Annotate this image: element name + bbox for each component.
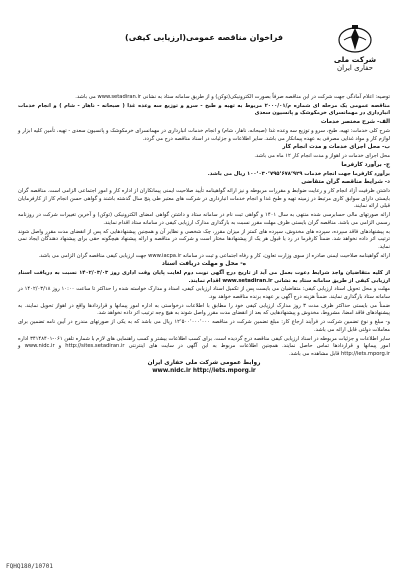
- paragraph: از کلیه متقاضیان واجد شرایط دعوت بعمل می آید از تاریخ درج آگهی نوبت دوم لغایت پایان وقت اداری روز ۱۴۰۲/۰۳/۰۳ نسبت به دریافت اسناد ارزیابی کیفی از طریق سامانه ستاد به نشانی www.setadiran.ir اقدام نمایند.: [18, 270, 390, 284]
- public-relations-signature: روابط عمومی شرکت ملی حفاری ایران: [147, 359, 261, 366]
- org-name-line1: شرکت ملی: [333, 55, 377, 64]
- intro-paragraph: توصیه: اعلام آمادگی جهت شرکت در این مناقصه صرفاً بصورت الکترونیکی(توکن) و از طریق سامانه ستاد به نشانی www.setadiran.ir می باشد.: [75, 94, 390, 100]
- tender-description: مناقصه عمومی یک مرحله ای شماره م/۲۰۰۰/۰۱ مربوط به تهیه و طبخ - سرو و توزیع سه وعده غذا ( صبحانه - ناهار - شام ) و انجام خدمات انبارداری در مهمانسرای خرمکوشک و پانسیون سعدی: [18, 102, 390, 117]
- paragraph: ارائه گواهینامه صلاحیت ایمنی صادره از سوی وزارت تعاون، کار و رفاه اجتماعی و ثبت در سامانه www.iacpa.ir جهت ارزیابی کیفی مناقصه گران الزامی می باشد.: [38, 252, 390, 259]
- section-heading: ب- محل اجرای خدمات و مدت انجام کار: [282, 144, 390, 151]
- paragraph: داشتن ظرفیت آزاد انجام کار و رعایت ضوابط و مقررات مربوطه و نیز ارائه گواهینامه تأیید صلاحیت ایمنی پیمانکاران از اداره کار و امور اجتماعی الزامی است. مناقصه گران بایستی دارای سوابق کاری مرتبط در زمینه تهیه و طبخ غذا و انجام خدمات انبارداری در شرکت های معتبر طی پنج سال گذشته باشند و گواهی حسن انجام کار از کارفرمایان قبلی ارائه نمایند.: [18, 188, 390, 210]
- paragraph: شرح کلی خدمات: تهیه، طبخ، سرو و توزیع سه وعده غذا (صبحانه، ناهار، شام) و انجام خدمات انبارداری در مهمانسرای خرمکوشک و پانسیون سعدی - تهیه، تأمین کلیه ابزار و لوازم کار و مواد غذایی مصرفی به عهده پیمانکار می باشد. سایر اطلاعات و جزئیات در اسناد مناقصه درج می گردد.: [18, 127, 390, 142]
- company-logo: [320, 24, 390, 72]
- paragraph: محل اجرای خدمات در اهواز و مدت انجام کار ۱۲ ماه می باشد.: [254, 153, 390, 160]
- website-links: www.nidc.ir http://iets.mporg.ir: [152, 368, 256, 375]
- paragraph: به پیشنهادهای فاقد سپرده، سپرده های مخدوش، سپرده های کمتر از میزان مقرر، چک شخصی و نظایر آن و همچنین پیشنهادهایی که پس از انقضای مدت مقرر واصل شوند ترتیب اثر داده نخواهد شد. ضمناً کارفرما در رد یا قبول هر یک از پیشنهادها مختار است و شرکت در مناقصه و ارائه پیشنهاد هیچگونه حقی برای پیشنهاد دهندگان ایجاد نمی نماید.: [18, 228, 390, 250]
- paragraph: ارائه صورتهای مالی حسابرسی شده منتهی به سال ۱۴۰۱ و گواهی ثبت نام در سامانه ستاد و داشتن گواهی امضای الکترونیکی (توکن) و آخرین تغییرات شرکت در روزنامه رسمی الزامی می باشد. مناقصه گران بایستی ظرف مهلت مقرر نسبت به بارگذاری مدارک ارزیابی کیفی در سامانه ستاد اقدام نمایند.: [18, 212, 391, 226]
- section-heading: الف- شرح مختصر خدمات: [320, 119, 390, 126]
- notice-title: فراخوان مناقصه عمومی(ارزیابی کیفی): [125, 33, 283, 42]
- nidc-emblem-icon: [336, 24, 374, 54]
- paragraph: مهلت و محل تحویل اسناد ارزیابی کیفی: متقاضیان می بایست پس از تکمیل اسناد ارزیابی کیفی، اسناد و مدارک خواسته شده را حداکثر تا ساعت ۱۰:۰۰ روز ۱۴۰۲/۰۳/۱۸ در سامانه ستاد بارگذاری نمایند. ضمناً هزینه درج آگهی بر عهده برنده مناقصه خواهد بود.: [18, 286, 390, 301]
- section-heading: ج- برآورد کارفرما: [341, 161, 390, 168]
- tender-notice-page: [18, 24, 390, 546]
- document-code: FQHQ180/10701: [6, 563, 53, 570]
- notice-title-block: [113, 32, 295, 43]
- paragraph: ضمناً می بایستی حداکثر ظرف مدت ۳ روز مدارک ارزیابی کیفی خود را مطابق با اطلاعات درخواستی به اداره امور پیمانها و قراردادها واقع در اهواز تحویل نمایند. به پیشنهادهای فاقد امضا، مشروط، مخدوش و پیشنهادهایی که بعد از انقضای مدت مقرر واصل شوند به هیچ وجه ترتیب اثر داده نخواهد شد.: [18, 302, 390, 317]
- notice-body: [18, 94, 390, 377]
- paragraph: و- مبلغ و نوع تضمین شرکت در فرآیند ارجاع کار: مبلغ تضمین شرکت در مناقصه ۱۲٬۵۰۰٬۰۰۰٬۰۰۰ ریال می باشد که به یکی از صورتهای مندرج در آیین نامه تضمین برای معاملات دولتی قابل ارائه می باشد.: [18, 319, 390, 333]
- paragraph: سایر اطلاعات و جزئیات مربوطه در اسناد ارزیابی کیفی مناقصه درج گردیده است. برای کسب اطلاعات بیشتر و کسب راهنمایی های لازم با شماره تلفن ۰۶۱-۳۴۱۴۸۴۰۱ اداره امور پیمانها و قراردادها تماس حاصل نمایند. همچنین اطلاعات مربوط به این آگهی در سایت های اینترنتی http://sites.setadiran.ir و www.nidc.ir و http://iets.mporg.ir قابل مشاهده می باشد.: [18, 335, 390, 357]
- paragraph: برآورد کارفرما جهت انجام خدمات ۱۰۰٬۰۳۰٬۷۹۵٬۶۷۸٬۹۲۹ ریال می باشد.: [207, 170, 390, 177]
- section-heading: ه- محل و مهلت دریافت اسناد: [161, 261, 247, 268]
- org-name-line2: حفاری ایران: [337, 64, 373, 72]
- section-heading: د- شرایط مناقصه گران متقاضی: [301, 179, 390, 186]
